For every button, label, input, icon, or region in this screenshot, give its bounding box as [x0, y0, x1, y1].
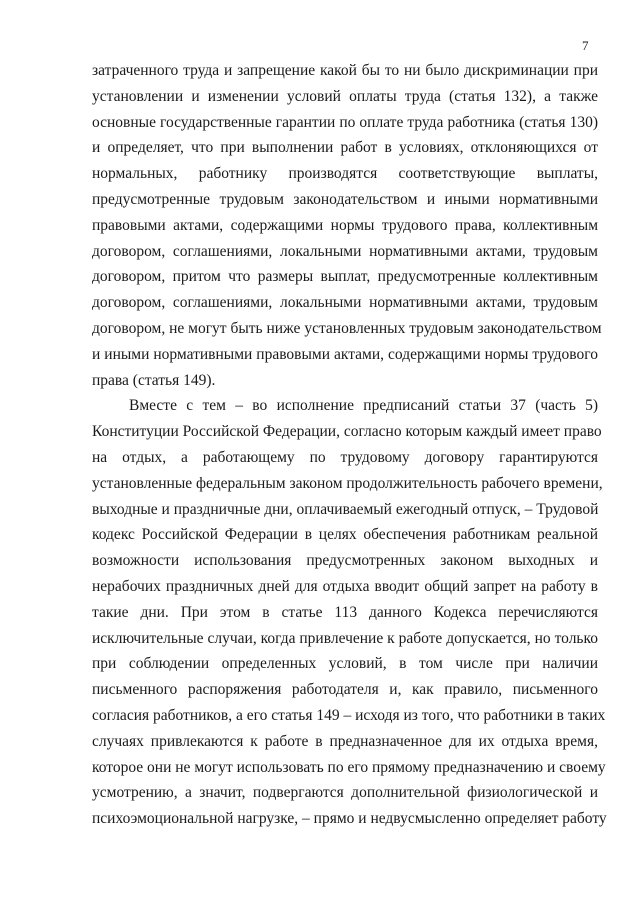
text-line: нормальных, работнику производятся соответствующие выплаты,	[92, 165, 598, 183]
text-line: правовыми актами, содержащими нормы трудового права, коллективным	[92, 216, 598, 234]
text-line: Вместе с тем – во исполнение предписаний статьи 37 (часть 5)	[129, 397, 598, 415]
text-line: согласия работников, а его статья 149 – исходя из того, что работники в таких	[92, 706, 606, 724]
text-line: усмотрению, а значит, подвергаются дополнительной физиологической и	[92, 784, 598, 802]
text-line: выходные и праздничные дни, оплачиваемый ежегодный отпуск, – Трудовой	[92, 500, 599, 518]
text-line: установленные федеральным законом продолжительность рабочего времени,	[92, 474, 603, 492]
text-line: психоэмоциональной нагрузке, – прямо и недвусмысленно определяет работу	[92, 810, 607, 828]
paragraph-2	[92, 393, 607, 832]
text-line: договором, соглашениями, локальными нормативными актами, трудовым	[92, 294, 598, 312]
text-line: нерабочих праздничных дней для отдыха вводит общий запрет на работу в	[92, 577, 598, 595]
text-line: которое они не могут использовать по его прямому предназначению и своему	[92, 758, 606, 776]
text-line: предусмотренные трудовым законодательством и иными нормативными	[92, 190, 598, 208]
text-line: права (статья 149).	[92, 371, 216, 389]
text-line: и иными нормативными правовыми актами, содержащими нормы трудового	[92, 345, 598, 363]
document-body	[92, 58, 607, 832]
page-number: 7	[582, 38, 589, 53]
text-line: установлении и изменении условий оплаты труда (статья 132), а также	[92, 87, 598, 105]
text-line: и определяет, что при выполнении работ в условиях, отклоняющихся от	[92, 139, 598, 157]
text-line: договором, соглашениями, локальными нормативными актами, трудовым	[92, 242, 598, 260]
text-line: основные государственные гарантии по оплате труда работника (статья 130)	[92, 113, 598, 131]
text-line: такие дни. При этом в статье 113 данного Кодекса перечисляются	[92, 603, 598, 621]
text-line: Конституции Российской Федерации, согласно которым каждый имеет право	[92, 423, 602, 441]
text-line: случаях привлекаются к работе в предназначенное для их отдыха время,	[92, 732, 598, 750]
text-line: письменного распоряжения работодателя и, как правило, письменного	[92, 681, 598, 699]
text-line: договором, не могут быть ниже установленных трудовым законодательством	[92, 319, 602, 337]
text-line: затраченного труда и запрещение какой бы то ни было дискриминации при	[92, 62, 598, 79]
paragraph-1	[92, 58, 602, 393]
text-line: исключительные случаи, когда привлечение к работе допускается, но только	[92, 629, 598, 647]
text-line: на отдых, а работающему по трудовому договору гарантируются	[92, 448, 598, 466]
text-line: при соблюдении определенных условий, в том числе при наличии	[92, 655, 598, 673]
text-line: возможности использования предусмотренных законом выходных и	[92, 552, 598, 570]
text-line: кодекс Российской Федерации в целях обеспечения работникам реальной	[92, 526, 598, 544]
text-line: договором, притом что размеры выплат, предусмотренные коллективным	[92, 268, 598, 286]
